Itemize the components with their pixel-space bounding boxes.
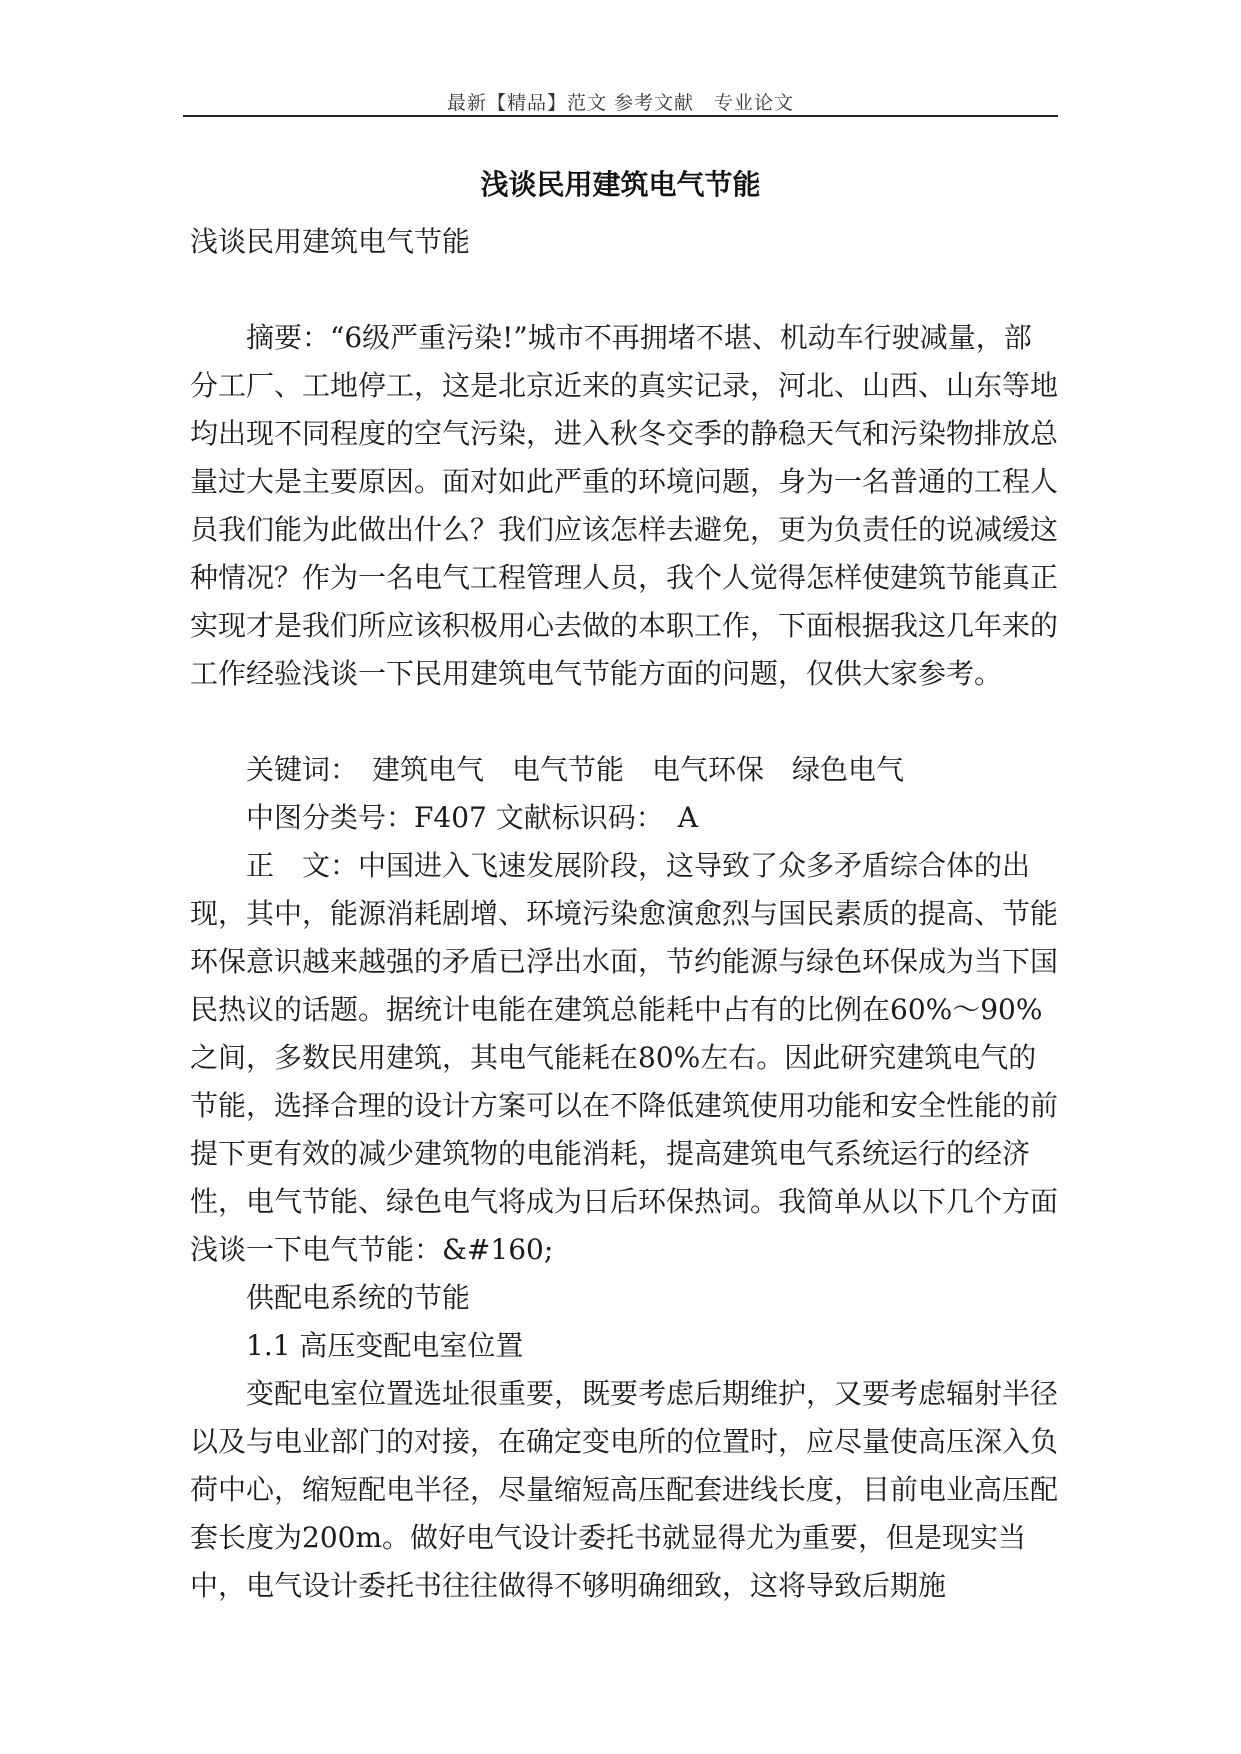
- classification-line: 中图分类号：F407 文献标识码： A: [246, 801, 698, 834]
- header-divider: [183, 115, 1058, 117]
- page-header: 最新【精品】范文 参考文献 专业论文: [446, 92, 795, 114]
- section-heading: 供配电系统的节能: [246, 1281, 471, 1314]
- subsection-paragraph: 变配电室位置选址很重要，既要考虑后期维护，又要考虑辐射半径以及与电业部门的对接，在确定变电所的位置时，应尽量使高压深入负荷中心，缩短配电半径，尽量缩短高压配套进线长度，目前电业高压配套长度为200m。做好电气设计委托书就显得尤为重要，但是现实当中，电气设计委托书往往做得不够明确细致，这将导致后期施: [190, 1377, 1059, 1602]
- paragraph-spacer: [190, 698, 1058, 746]
- keywords-line: 关键词： 建筑电气 电气节能 电气环保 绿色电气: [246, 753, 905, 786]
- document-body: [190, 218, 1058, 1610]
- abstract-paragraph: 摘要：“6级严重污染!”城市不再拥堵不堪、机动车行驶减量，部分工厂、工地停工，这是北京近来的真实记录，河北、山西、山东等地均出现不同程度的空气污染，进入秋冬交季的静稳天气和污染物排放总量过大是主要原因。面对如此严重的环境问题，身为一名普通的工程人员我们能为此做出什么？我们应该怎样去避免，更为负责任的说减缓这种情况？作为一名电气工程管理人员，我个人觉得怎样使建筑节能真正实现才是我们所应该积极用心去做的本职工作，下面根据我这几年来的工作经验浅谈一下民用建筑电气节能方面的问题，仅供大家参考。: [190, 321, 1059, 690]
- body-intro-paragraph: 正 文：中国进入飞速发展阶段，这导致了众多矛盾综合体的出现，其中，能源消耗剧增、环境污染愈演愈烈与国民素质的提高、节能环保意识越来越强的矛盾已浮出水面，节约能源与绿色环保成为当下国民热议的话题。据统计电能在建筑总能耗中占有的比例在60%～90%之间，多数民用建筑，其电气能耗在80%左右。因此研究建筑电气的节能，选择合理的设计方案可以在不降低建筑使用功能和安全性能的前提下更有效的减少建筑物的电能消耗，提高建筑电气系统运行的经济性，电气节能、绿色电气将成为日后环保热词。我简单从以下几个方面浅谈一下电气节能：&#160;: [190, 849, 1059, 1266]
- document-title: 浅谈民用建筑电气节能: [480, 168, 761, 201]
- subsection-heading: 1.1 高压变配电室位置: [246, 1329, 524, 1362]
- document-subtitle: 浅谈民用建筑电气节能: [190, 225, 471, 258]
